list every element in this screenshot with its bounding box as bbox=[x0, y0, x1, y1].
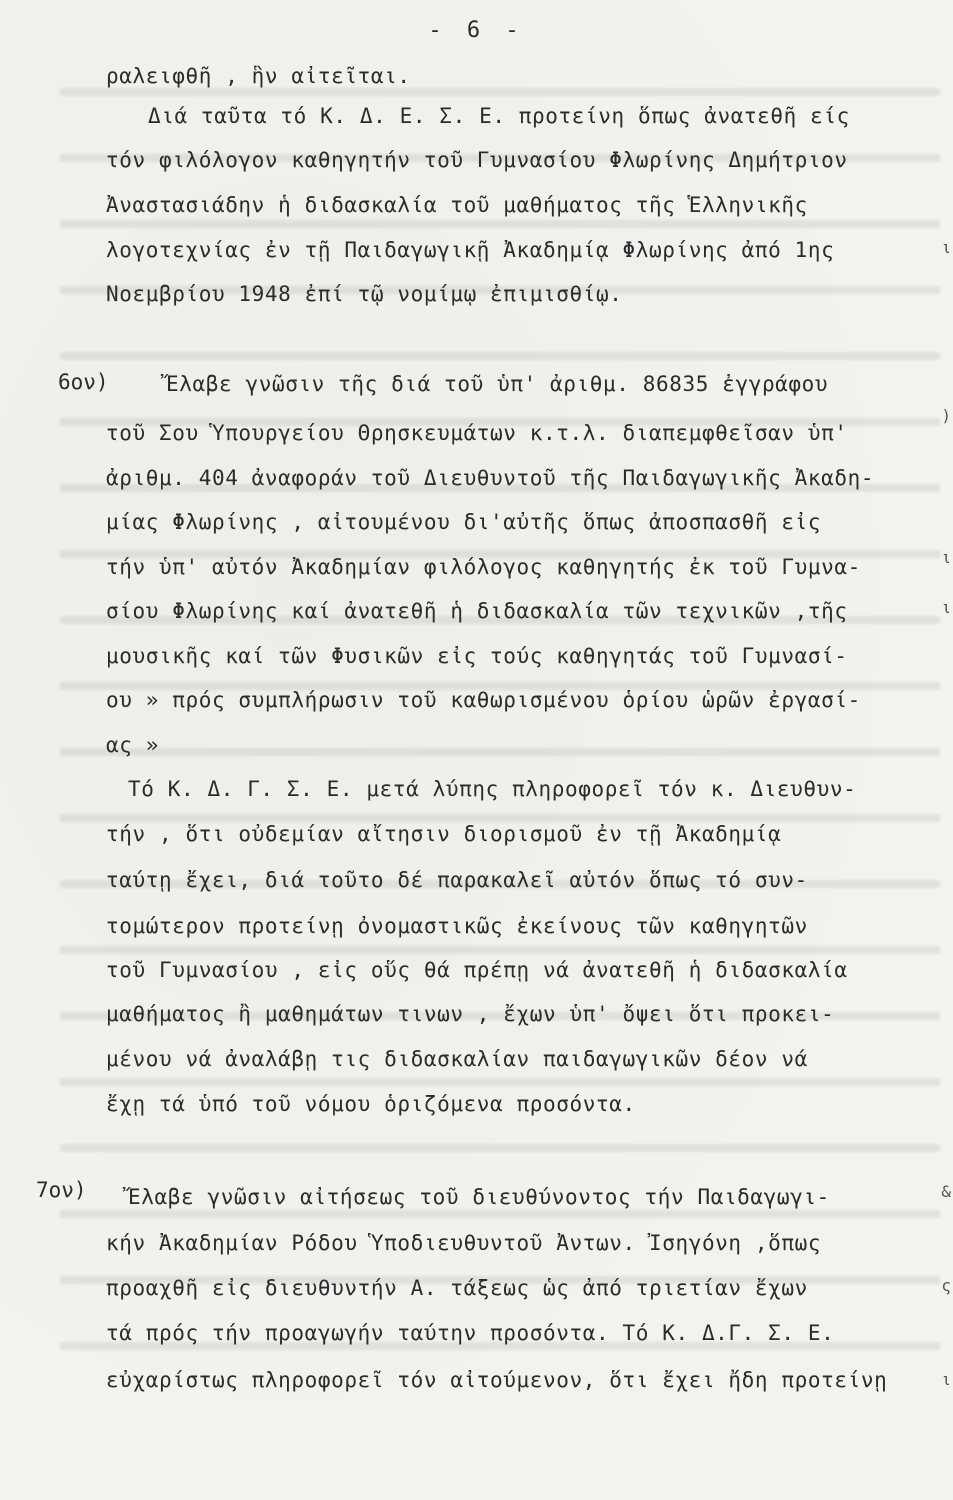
text-line: Νοεμβρίου 1948 ἐπί τῷ νομίμῳ ἐπιμισθίῳ. bbox=[106, 282, 623, 306]
edge-mark: ι bbox=[941, 598, 951, 617]
text-line: τοῦ Γυμνασίου , εἰς οὕς θά πρέπῃ νά ἀνατεθῆ ἡ διδασκαλία bbox=[106, 958, 848, 982]
edge-mark: ς bbox=[941, 1276, 951, 1295]
text-line: προαχθῆ εἰς διευθυντήν Α. τάξεως ὡς ἀπό τριετίαν ἔχων bbox=[106, 1276, 808, 1300]
text-line: μουσικῆς καί τῶν Φυσικῶν εἰς τούς καθηγητάς τοῦ Γυμνασί- bbox=[106, 644, 848, 668]
text-line: Διά ταῦτα τό Κ. Δ. Ε. Σ. Ε. προτείνη ὅπως ἀνατεθῆ είς bbox=[148, 104, 850, 128]
text-line: Ἀναστασιάδην ἡ διδασκαλία τοῦ μαθήματος τῆς Ἑλληνικῆς bbox=[106, 193, 808, 217]
text-line: κήν Ἀκαδημίαν Ρόδου Ὑποδιευθυντοῦ Ἀντων. Ἰσηγόνη ,ὅπως bbox=[106, 1231, 822, 1255]
text-line: τήν , ὅτι οὐδεμίαν αἴτησιν διορισμοῦ ἐν τῇ Ἀκαδημίᾳ bbox=[106, 822, 782, 846]
text-line: ἔχῃ τά ὑπό τοῦ νόμου ὁριζόμενα προσόντα. bbox=[106, 1092, 636, 1116]
edge-mark: ι bbox=[941, 1370, 951, 1389]
text-line: τήν ὑπ' αὐτόν Ἀκαδημίαν φιλόλογος καθηγητής ἐκ τοῦ Γυμνα- bbox=[106, 555, 861, 579]
text-line: μαθήματος ἢ μαθημάτων τινων , ἔχων ὑπ' ὄψει ὅτι προκει- bbox=[106, 1002, 835, 1026]
section-number-7: 7ον) bbox=[36, 1178, 87, 1202]
text-line: τόν φιλόλογον καθηγητήν τοῦ Γυμνασίου Φλωρίνης Δημήτριον bbox=[106, 148, 848, 172]
text-line: σίου Φλωρίνης καί ἀνατεθῆ ἡ διδασκαλία τῶν τεχνικῶν ,τῆς bbox=[106, 599, 848, 623]
text-line: μένου νά ἀναλάβῃ τις διδασκαλίαν παιδαγωγικῶν δέον νά bbox=[106, 1047, 808, 1071]
edge-mark: & bbox=[941, 1182, 951, 1201]
text-line: ας » bbox=[106, 733, 159, 757]
edge-mark: ι bbox=[941, 238, 951, 257]
edge-mark: ι bbox=[941, 548, 951, 567]
section-number-6: 6ον) bbox=[58, 370, 109, 394]
text-line: τομώτερον προτείνῃ ὀνομαστικῶς ἐκείνους τῶν καθηγητῶν bbox=[106, 914, 808, 938]
text-line: τά πρός τήν προαγωγήν ταύτην προσόντα. Τό Κ. Δ.Γ. Σ. Ε. bbox=[106, 1321, 835, 1345]
text-line: λογοτεχνίας ἐν τῇ Παιδαγωγικῇ Ἀκαδημίᾳ Φλωρίνης ἀπό 1ης bbox=[106, 238, 835, 262]
text-line: τοῦ Σου Ὑπουργείου Θρησκευμάτων κ.τ.λ. διαπεμφθεῖσαν ὑπ' bbox=[106, 421, 848, 445]
text-line: Τό Κ. Δ. Γ. Σ. Ε. μετά λύπης πληροφορεῖ τόν κ. Διευθυν- bbox=[128, 777, 857, 801]
page-number: - 6 - bbox=[428, 18, 525, 43]
edge-mark: ) bbox=[941, 406, 951, 425]
text-line: μίας Φλωρίνης , αἰτουμένου δι'αὐτῆς ὅπως ἀποσπασθῆ εἰς bbox=[106, 510, 822, 534]
text-line: Ἔλαβε γνῶσιν τῆς διά τοῦ ὑπ' ἀριθμ. 86835 ἐγγράφου bbox=[166, 372, 829, 396]
text-line: Ἔλαβε γνῶσιν αἰτήσεως τοῦ διευθύνοντος τήν Παιδαγωγι- bbox=[128, 1185, 830, 1209]
text-line: ἀριθμ. 404 ἀναφοράν τοῦ Διευθυντοῦ τῆς Παιδαγωγικῆς Ἀκαδη- bbox=[106, 466, 875, 490]
text-line: ραλειφθῆ , ἣν αἰτεῖται. bbox=[106, 64, 411, 88]
text-line: ου » πρός συμπλήρωσιν τοῦ καθωρισμένου ὁρίου ὡρῶν ἐργασί- bbox=[106, 688, 861, 712]
text-line: εὐχαρίστως πληροφορεῖ τόν αἰτούμενον, ὅτι ἔχει ἤδη προτείνῃ bbox=[106, 1368, 888, 1392]
text-line: ταύτῃ ἔχει, διά τοῦτο δέ παρακαλεῖ αὐτόν ὅπως τό συν- bbox=[106, 868, 808, 892]
